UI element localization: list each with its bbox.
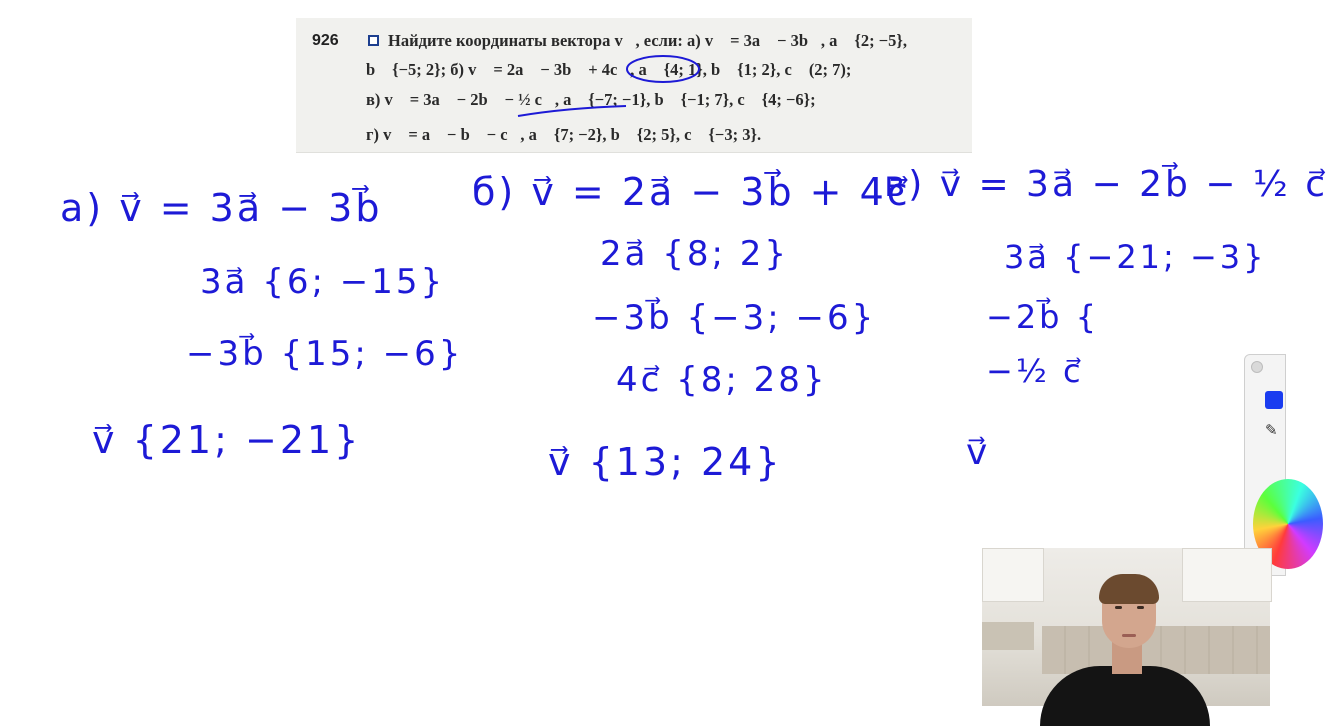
- paint-tool-panel[interactable]: [1244, 354, 1286, 576]
- presenter-eye: [1115, 606, 1122, 609]
- kitchen-cabinet: [1182, 548, 1272, 602]
- window-close-icon[interactable]: [1251, 361, 1263, 373]
- problem-text-line-3: в) v⃗ = 3a⃗ − 2b⃗ − ½ c⃗, a⃗ {−7; −1}, b⃗ {−1; 7}, c⃗ {4; −6};: [366, 90, 816, 109]
- presenter-hair: [1099, 574, 1159, 604]
- solution-a-equation: а) v⃗ = 3a⃗ − 3b⃗: [60, 186, 383, 230]
- webcam-overlay: [982, 548, 1270, 706]
- solution-a-result: v⃗ {21; −21}: [92, 418, 362, 462]
- textbook-excerpt: [296, 18, 972, 153]
- scan-annotations: [296, 18, 972, 152]
- kitchen-shelf: [982, 622, 1034, 650]
- solution-c-step-3: −½ c⃗: [986, 352, 1084, 390]
- solution-c-result: v⃗: [966, 432, 991, 473]
- solution-b-result: v⃗ {13; 24}: [548, 440, 783, 484]
- solution-b-step-3: 4c⃗ {8; 28}: [616, 360, 828, 400]
- solution-c-equation: в) v⃗ = 3a⃗ − 2b⃗ − ½ c⃗: [884, 164, 1328, 205]
- solution-c-step-1: 3a⃗ {−21; −3}: [1004, 238, 1267, 276]
- problem-number: 926: [312, 32, 339, 49]
- solution-a-step-2: −3b⃗ {15; −6}: [186, 334, 464, 374]
- problem-text-line-4: г) v⃗ = a⃗ − b⃗ − c⃗, a⃗ {7; −2}, b⃗ {2; 5}, c⃗ {−3; 3}.: [366, 125, 762, 144]
- solution-a-step-1: 3a⃗ {6; −15}: [200, 262, 446, 302]
- problem-text-line-2: b⃗ {−5; 2}; б) v⃗ = 2a⃗ − 3b⃗ + 4c⃗, a⃗ {4; 1}, b⃗ {1; 2}, c⃗ (2; 7);: [366, 60, 852, 79]
- eyedropper-icon[interactable]: ✎: [1265, 421, 1278, 439]
- selected-color-swatch[interactable]: [1265, 391, 1283, 409]
- solution-b-step-2: −3b⃗ {−3; −6}: [592, 298, 877, 338]
- solution-b-equation: б) v⃗ = 2a⃗ − 3b⃗ + 4c⃗: [472, 170, 911, 214]
- presenter-mouth: [1122, 634, 1136, 637]
- presenter-eye: [1137, 606, 1144, 609]
- problem-text-line-1: Найдите координаты вектора v⃗, если: а) v⃗ = 3a⃗ − 3b⃗, a⃗ {2; −5},: [388, 31, 908, 50]
- solution-c-step-2: −2b⃗ {: [986, 298, 1100, 336]
- kitchen-cabinet: [982, 548, 1044, 602]
- solution-b-step-1: 2a⃗ {8; 2}: [600, 234, 790, 274]
